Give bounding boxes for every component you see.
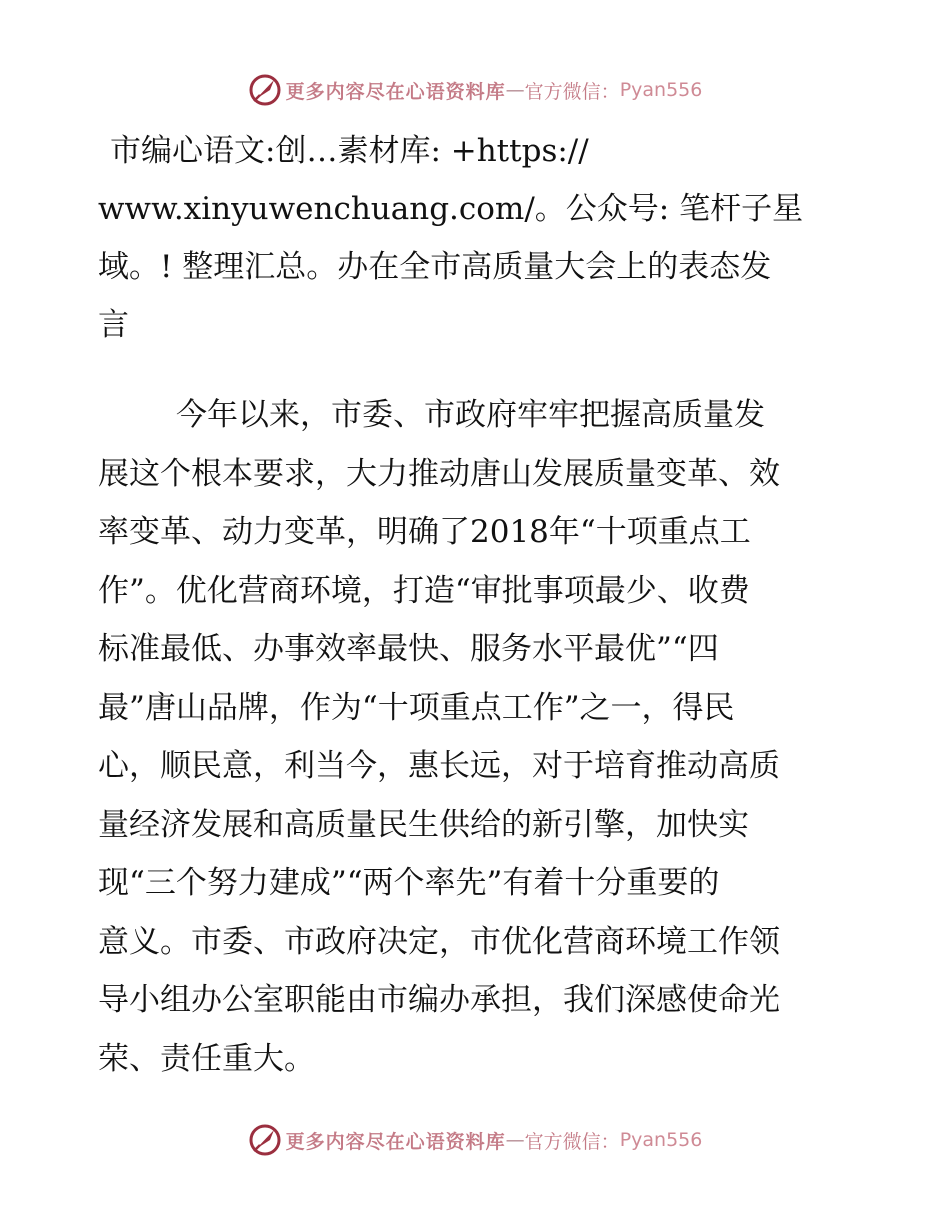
body-line: 标准最低、办事效率最快、服务水平最优”“四 xyxy=(98,631,719,667)
banner-dash: — xyxy=(505,1129,525,1151)
title-line: 言 xyxy=(98,307,129,343)
body-line: 意义。市委、市政府决定，市优化营商环境工作领 xyxy=(98,923,780,960)
body-line: 导小组办公室职能由市编办承担，我们深感使命光 xyxy=(98,982,780,1018)
body-line: 今年以来，市委、市政府牢牢把握高质量发 xyxy=(176,397,765,433)
quill-pen-logo-icon xyxy=(248,1123,282,1157)
banner-wechat-label: 官方微信： xyxy=(524,1130,620,1153)
body-line: 展这个根本要求，大力推动唐山发展质量变革、效 xyxy=(98,455,780,492)
document-title xyxy=(98,122,858,354)
body-line: 心，顺民意，利当今，惠长远，对于培育推动高质 xyxy=(98,748,780,784)
banner-promo-text: 更多内容尽在心语资料库 xyxy=(285,1130,506,1153)
title-line: www.xinyuwenchuang.com/。公众号: 笔杆子星 xyxy=(98,191,804,227)
body-paragraph xyxy=(98,386,858,1088)
body-line: 荣、责任重大。 xyxy=(98,1040,315,1077)
body-line: 作”。优化营商环境，打造“审批事项最少、收费 xyxy=(98,572,750,609)
banner-wechat-label: 官方微信： xyxy=(524,80,620,103)
quill-pen-logo-icon xyxy=(248,73,282,107)
footer-banner xyxy=(0,1120,950,1160)
header-banner xyxy=(0,70,950,110)
document-content xyxy=(98,122,858,1088)
title-line: 市编心语文:创…素材库: +https:// xyxy=(110,133,589,169)
body-line: 率变革、动力变革，明确了2018年“十项重点工 xyxy=(98,514,751,550)
banner-promo-text: 更多内容尽在心语资料库 xyxy=(285,80,506,103)
body-line: 现“三个努力建成”“两个率先”有着十分重要的 xyxy=(98,865,720,901)
body-line: 量经济发展和高质量民生供给的新引擎，加快实 xyxy=(98,806,749,843)
title-line: 域。! 整理汇总。办在全市高质量大会上的表态发 xyxy=(98,249,772,285)
banner-dash: — xyxy=(505,79,525,101)
banner-wechat-id: Pyan556 xyxy=(619,1129,703,1151)
body-line: 最”唐山品牌，作为“十项重点工作”之一，得民 xyxy=(98,689,735,726)
banner-wechat-id: Pyan556 xyxy=(619,79,703,101)
